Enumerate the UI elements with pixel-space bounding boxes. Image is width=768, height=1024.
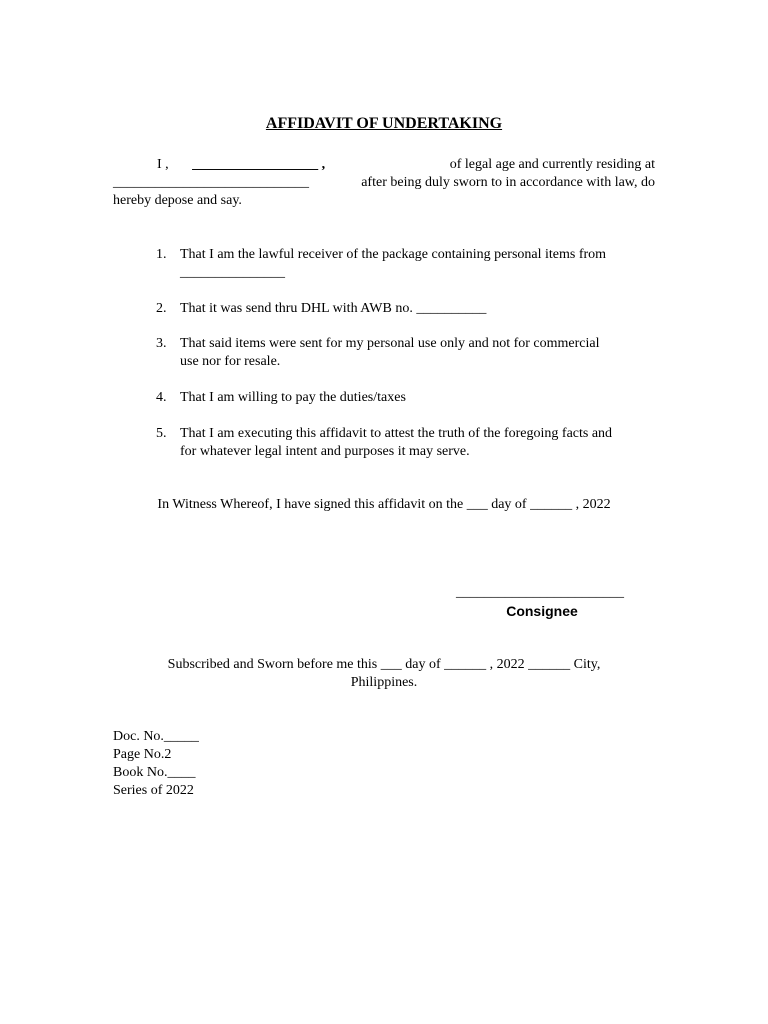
intro-paragraph — [113, 156, 655, 210]
list-item-line: for whatever legal intent and purposes it may serve. — [180, 444, 470, 459]
intro-line1-rest: of legal age and currently residing at — [449, 157, 655, 172]
intro-line-1 — [113, 156, 655, 174]
list-item-line: That said items were sent for my personal use only and not for commercial — [180, 336, 600, 351]
intro-line2-rest: after being duly sworn to in accordance with law, do — [361, 175, 655, 190]
list-item-line: That I am the lawful receiver of the package containing personal items from — [180, 247, 607, 262]
book-number: Book No.____ — [113, 765, 196, 780]
list-item-text — [180, 335, 656, 371]
name-blank: __________________ , — [192, 157, 326, 172]
list-item-line: That it was send thru DHL with AWB no. __________ — [180, 301, 487, 316]
intro-line-2 — [113, 174, 655, 192]
list-item-number: 2. — [156, 301, 167, 316]
list-item-line: That I am executing this affidavit to attest the truth of the foregoing facts and — [180, 426, 613, 441]
list-item-number: 1. — [156, 247, 167, 262]
intro-lead — [113, 156, 325, 174]
signature-line: ________________________ — [456, 585, 624, 600]
doc-number: Doc. No._____ — [113, 729, 199, 744]
list-item-text — [180, 300, 656, 318]
notary-block — [113, 728, 199, 800]
series-year: Series of 2022 — [113, 783, 194, 798]
intro-pronoun: I , — [157, 157, 169, 172]
list-item-text — [180, 425, 656, 461]
intro-line-3: hereby depose and say. — [113, 193, 242, 208]
witness-statement: In Witness Whereof, I have signed this affidavit on the ___ day of ______ , 2022 — [157, 497, 611, 512]
list-item-number: 3. — [156, 336, 167, 351]
address-blank: ____________________________ — [113, 175, 309, 190]
sworn-line-2: Philippines. — [350, 675, 418, 690]
list-item-number: 5. — [156, 426, 167, 441]
list-item-text — [180, 246, 656, 282]
list-item-line: use nor for resale. — [180, 354, 281, 369]
document-title: AFFIDAVIT OF UNDERTAKING — [265, 115, 503, 132]
list-item-text — [180, 389, 656, 407]
page-number: Page No.2 — [113, 747, 172, 762]
list-item-line: That I am willing to pay the duties/taxes — [180, 390, 406, 405]
sworn-statement — [0, 656, 768, 692]
sworn-line-1: Subscribed and Sworn before me this ___ day of ______ , 2022 ______ City, — [167, 657, 601, 672]
list-item-number: 4. — [156, 390, 167, 405]
list-item-line: _______________ — [180, 265, 285, 280]
consignee-label: Consignee — [506, 603, 578, 619]
